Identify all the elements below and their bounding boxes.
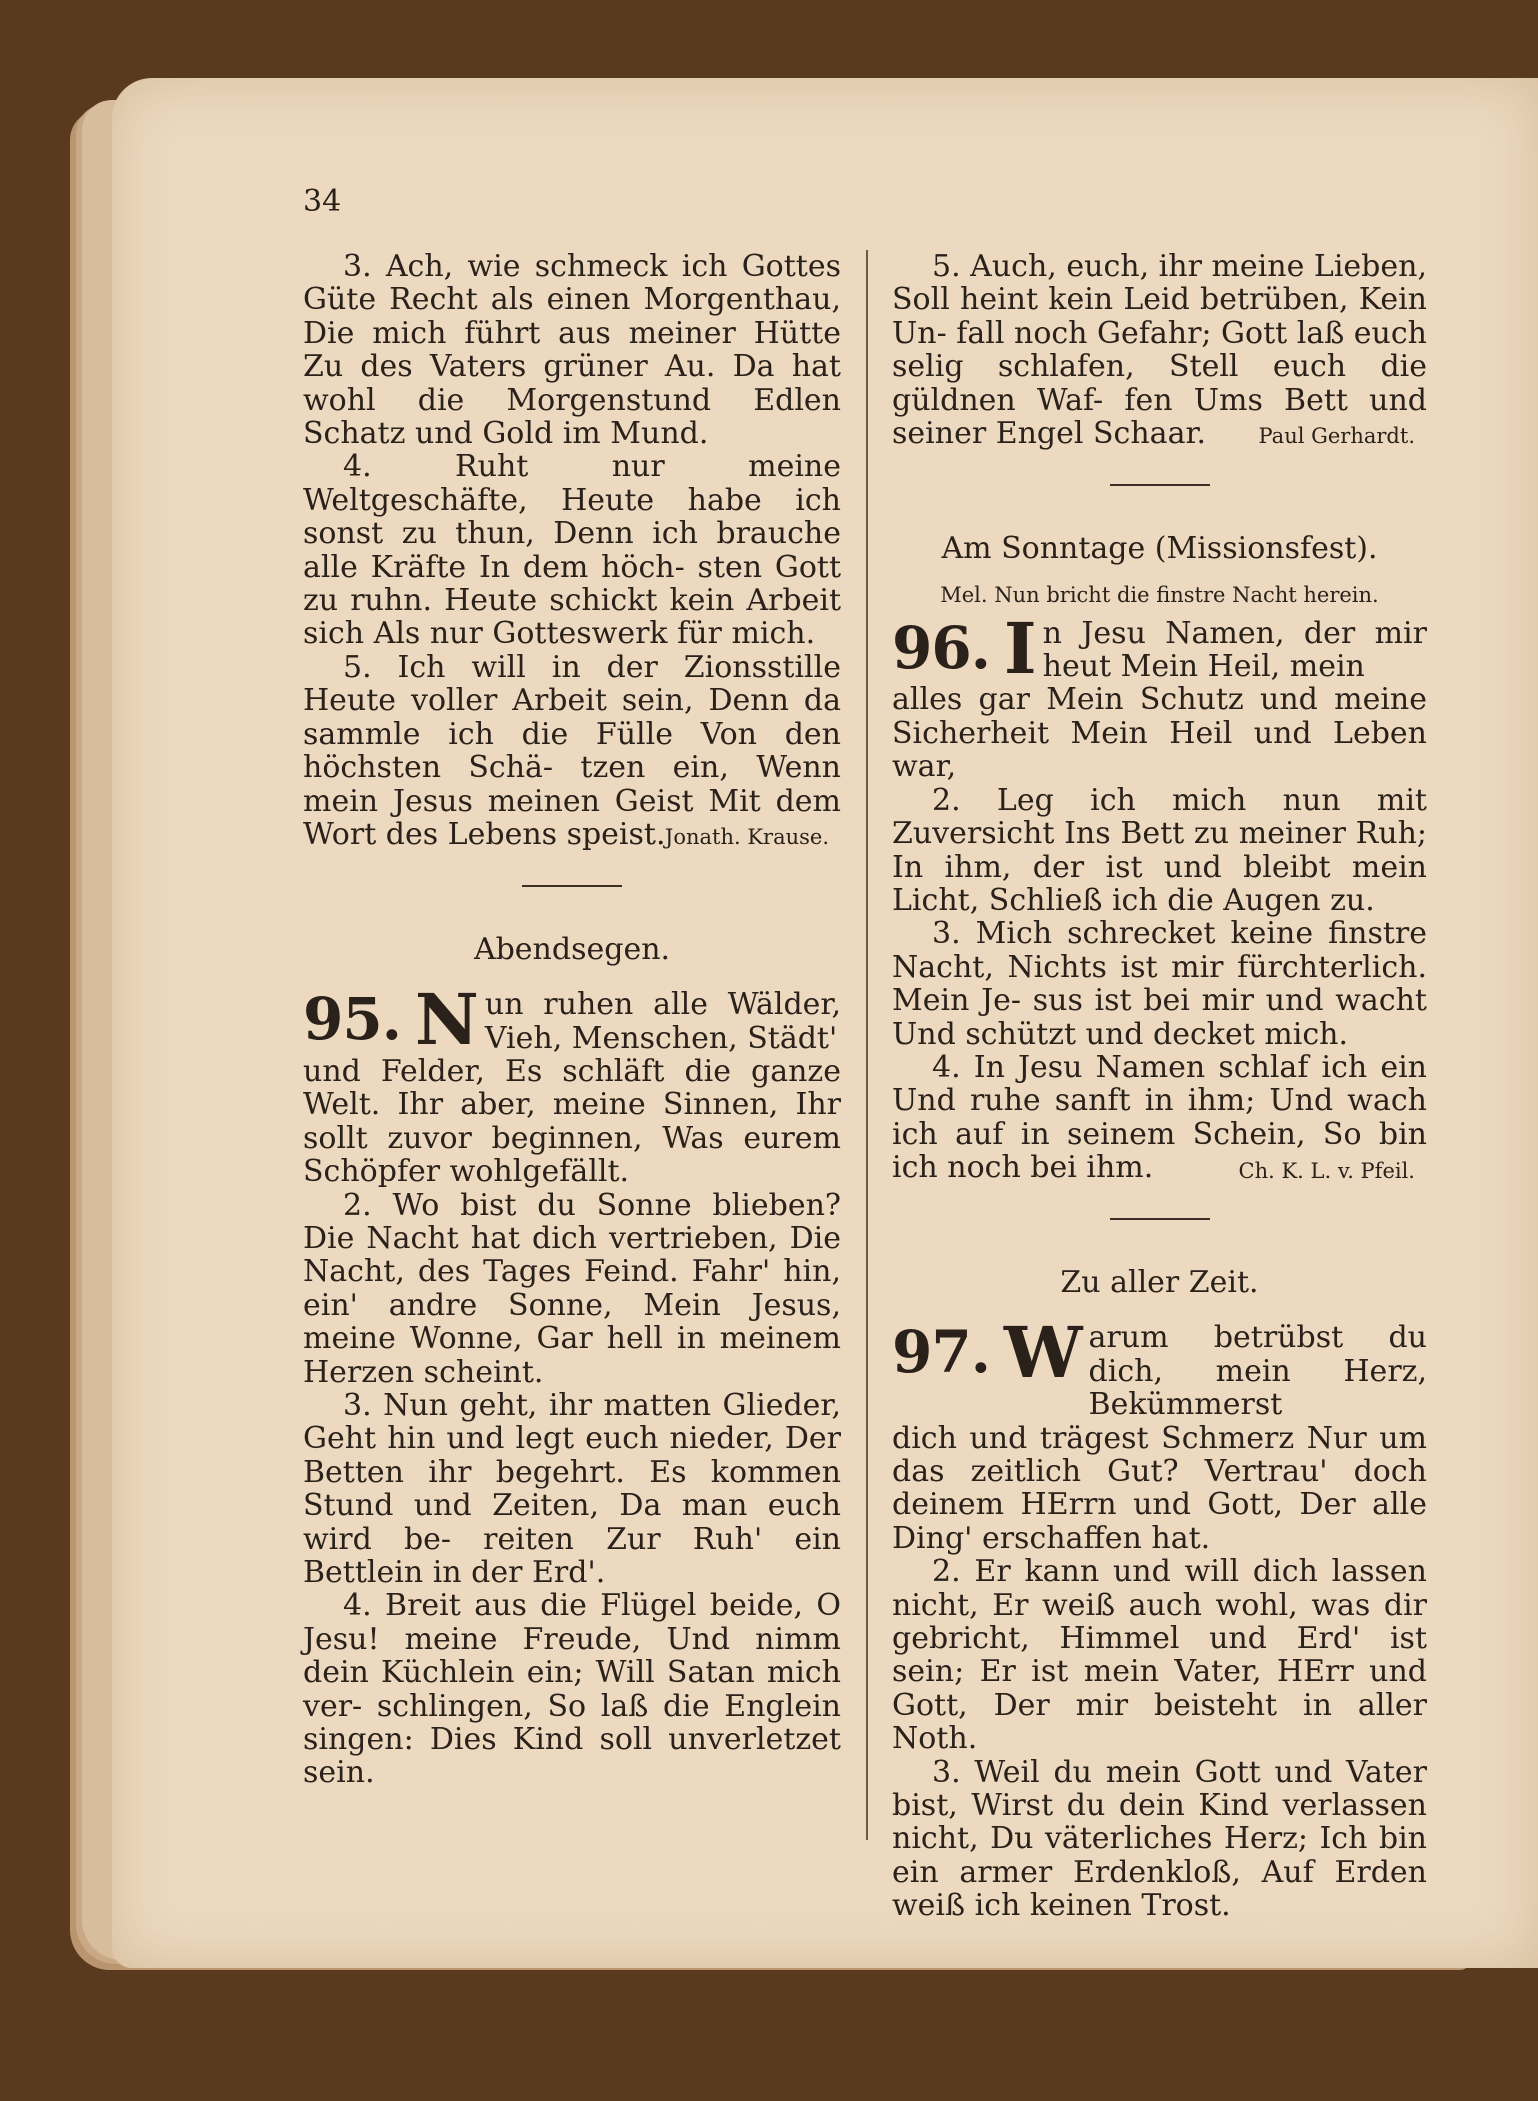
drop-cap: N: [414, 978, 479, 1062]
left-column: [303, 250, 841, 1790]
stanza-96-3: 3. Mich schrecket keine finstre Nacht, Nichts ist mir fürchterlich. Mein Je- sus ist bei mir und wacht Und schützt und decket mich.: [892, 916, 1427, 1052]
hymn-first-text: un ruhen alle Wälder, Vieh, Menschen, Städt': [484, 987, 841, 1056]
column-divider: [866, 250, 868, 1840]
hymn-number: 95.: [303, 985, 401, 1054]
author-gerhardt: Paul Gerhardt.: [1258, 424, 1415, 449]
stanza-96-4: 4. In Jesu Namen schlaf ich ein Und ruhe sanft in ihm; Und wach ich auf in seinem Schein, So bin ich noch bei ihm.: [892, 1049, 1427, 1186]
stanza-95-3: 3. Nun geht, ihr matten Glieder, Geht hin und legt euch nieder, Der Betten ihr begehrt. Es kommen Stund und Zeiten, Da man euch wird be- reiten Zur Ruh' ein Bettlein in der Erd'.: [303, 1388, 841, 1591]
stanza-95-4: 4. Breit aus die Flügel beide, O Jesu! meine Freude, Und nimm dein Küchlein ein; Will Satan mich ver- schlingen, So laß die Englein singen: Dies Kind soll unverletzet sein.: [303, 1588, 841, 1791]
hymn-number: 96.: [892, 613, 990, 682]
section-rule: [1110, 1218, 1210, 1220]
heading-sonntage: Am Sonntage (Missionsfest).: [941, 530, 1378, 566]
right-column: [892, 250, 1427, 1923]
author-krause: Jonath. Krause.: [664, 825, 829, 850]
stanza-5: 5. Ich will in der Zionsstille Heute voller Arbeit sein, Denn da sammle ich die Fülle Von den höchsten Schä- tzen ein, Wenn mein Jesus meinen Geist Mit dem Wort des Lebens speist.: [303, 649, 841, 852]
stanza-97-3: 3. Weil du mein Gott und Vater bist, Wirst du dein Kind verlassen nicht, Du väterliches Herz; Ich bin ein armer Erdenkloß, Auf Erden weiß ich keinen Trost.: [892, 1754, 1427, 1924]
heading-abendsegen: Abendsegen.: [473, 931, 671, 967]
drop-cap: W: [1003, 1311, 1083, 1395]
drop-cap: I: [1003, 606, 1037, 690]
hymn-first-text: n Jesu Namen, der mir heut Mein Heil, mein: [1042, 615, 1427, 685]
stanza-94-5: 5. Auch, euch, ihr meine Lieben, Soll heint kein Leid betrüben, Kein Un- fall noch Gefahr; Gott laß euch selig schlafen, Stell euch die güldnen Waf- fen Ums Bett und seiner Engel Schaar.: [892, 249, 1427, 452]
stanza-4: 4. Ruht nur meine Weltgeschäfte, Heute habe ich sonst zu thun, Denn ich brauche alle Kräfte In dem höch- sten Gott zu ruhn. Heute schickt kein Arbeit sich Als nur Gotteswerk für mich.: [303, 449, 841, 652]
hymn-95-first-line: [303, 978, 841, 1062]
stanza-95-2: 2. Wo bist du Sonne blieben? Die Nacht hat dich vertrieben, Die Nacht, des Tages Feind. Fahr' hin, ein' andre Sonne, Mein Jesus, meine Wonne, Gar hell in meinem Herzen scheint.: [303, 1187, 841, 1390]
author-pfeil: Ch. K. L. v. Pfeil.: [1238, 1158, 1415, 1183]
hymn-96-continuation: alles gar Mein Schutz und meine Sicherheit Mein Heil und Leben war,: [892, 682, 1427, 785]
section-rule: [522, 885, 622, 887]
hymn-97-continuation: dich und trägest Schmerz Nur um das zeitlich Gut? Vertrau' doch deinem HErrn und Gott, Der alle Ding' erschaffen hat.: [892, 1420, 1427, 1556]
melody-note: Mel. Nun bricht die finstre Nacht herein.: [940, 583, 1379, 608]
hymn-number: 97.: [892, 1318, 990, 1387]
hymn-95-continuation: und Felder, Es schläft die ganze Welt. Ihr aber, meine Sinnen, Ihr sollt zuvor beginnen, Was eurem Schöpfer wohlgefällt.: [303, 1053, 841, 1190]
hymn-first-text: arum betrübst du dich, mein Herz, Bekümmerst: [1088, 1320, 1427, 1423]
section-rule: [1110, 484, 1210, 486]
page-number: 34: [303, 184, 342, 219]
heading-zu-aller-zeit: Zu aller Zeit.: [1060, 1264, 1259, 1300]
stanza-97-2: 2. Er kann und will dich lassen nicht, Er weiß auch wohl, was dir gebricht, Himmel und Erd' ist sein; Er ist mein Vater, HErr und Gott, Der mir beisteht in aller Noth.: [892, 1554, 1427, 1757]
stanza-96-2: 2. Leg ich mich nun mit Zuversicht Ins Bett zu meiner Ruh; In ihm, der ist und bleibt mein Licht, Schließ ich die Augen zu.: [892, 782, 1427, 918]
stanza-3: 3. Ach, wie schmeck ich Gottes Güte Recht als einen Morgenthau, Die mich führt aus meiner Hütte Zu des Vaters grüner Au. Da hat wohl die Morgenstund Edlen Schatz und Gold im Mund.: [303, 249, 841, 452]
hymn-97-first-line: [892, 1311, 1427, 1423]
hymn-96-first-line: [892, 606, 1427, 690]
